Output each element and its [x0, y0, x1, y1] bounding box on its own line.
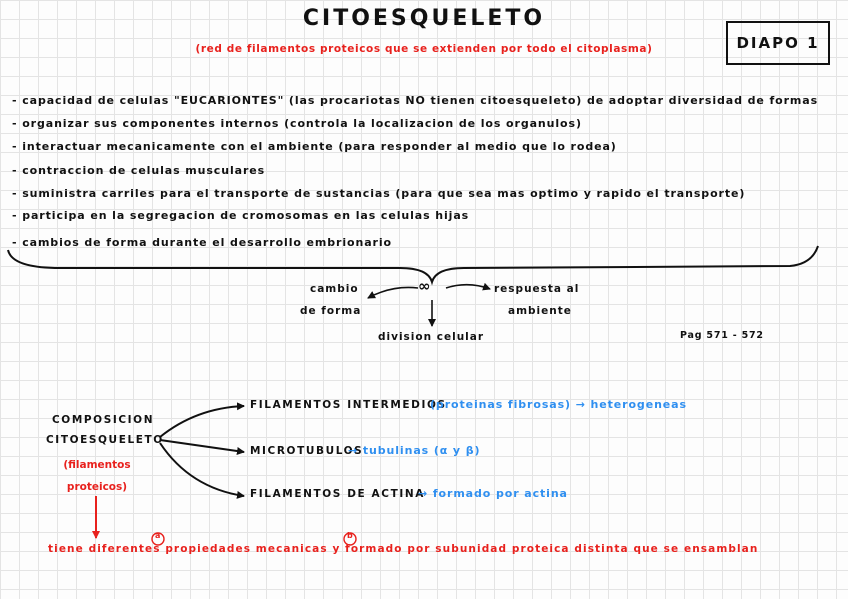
- summary-right-line2: ambiente: [508, 305, 572, 317]
- branch-detail-microtubules: → tubulinas (α y β): [348, 444, 481, 457]
- page-subtitle: (red de filamentos proteicos que se extienden por todo el citoplasma): [195, 43, 653, 55]
- branch-microtubules: [160, 440, 244, 452]
- arrow-to-environment: [446, 285, 490, 289]
- list-item: - capacidad de celulas "EUCARIONTES" (las procariotas NO tienen citoesqueleto) de adoptar diversidad de formas: [12, 94, 819, 107]
- composition-title-line2: CITOESQUELETO: [46, 434, 164, 446]
- marker-b-label: b: [347, 531, 353, 540]
- branch-detail-intermediate: (proteinas fibrosas) → heterogeneas: [430, 398, 687, 411]
- list-item: - contraccion de celulas musculares: [12, 164, 266, 177]
- summary-brace: [8, 246, 818, 282]
- composition-note-line1: (filamentos: [63, 459, 131, 471]
- list-item: - suministra carriles para el transporte de sustancias (para que sea mas optimo y rapido el transporte): [12, 187, 746, 200]
- list-item: - participa en la segregacion de cromosomas en las celulas hijas: [12, 209, 470, 222]
- page-reference: Pag 571 - 572: [680, 330, 764, 341]
- branch-detail-actin: → formado por actina: [418, 487, 568, 500]
- list-item: - interactuar mecanicamente con el ambiente (para responder al medio que lo rodea): [12, 140, 617, 153]
- summary-left-line2: de forma: [300, 305, 362, 317]
- list-item: - cambios de forma durante el desarrollo embrionario: [12, 236, 393, 249]
- branch-label-actin: FILAMENTOS DE ACTINA: [250, 488, 425, 500]
- summary-center: ∞: [418, 277, 432, 295]
- slide-label-text: DIAPO 1: [736, 34, 820, 52]
- branch-label-microtubules: MICROTUBULOS: [250, 445, 364, 457]
- branch-intermediate: [160, 406, 244, 437]
- bottom-note: tiene diferentes propiedades mecanicas y formado por subunidad proteica distinta que se ensamblan: [48, 543, 759, 555]
- arrow-to-shape: [368, 287, 418, 298]
- summary-bottom: division celular: [378, 331, 485, 343]
- summary-right-line1: respuesta al: [494, 283, 580, 295]
- page-title: CITOESQUELETO: [302, 6, 546, 31]
- marker-a-label: a: [155, 531, 161, 540]
- list-item: - organizar sus componentes internos (controla la localizacion de los organulos): [12, 117, 582, 130]
- branch-label-intermediate: FILAMENTOS INTERMEDIOS: [250, 399, 447, 411]
- composition-note-line2: proteicos): [66, 481, 128, 493]
- composition-note: [52, 454, 142, 498]
- composition-title-line1: COMPOSICION: [52, 414, 155, 426]
- summary-left-line1: cambio: [310, 283, 359, 295]
